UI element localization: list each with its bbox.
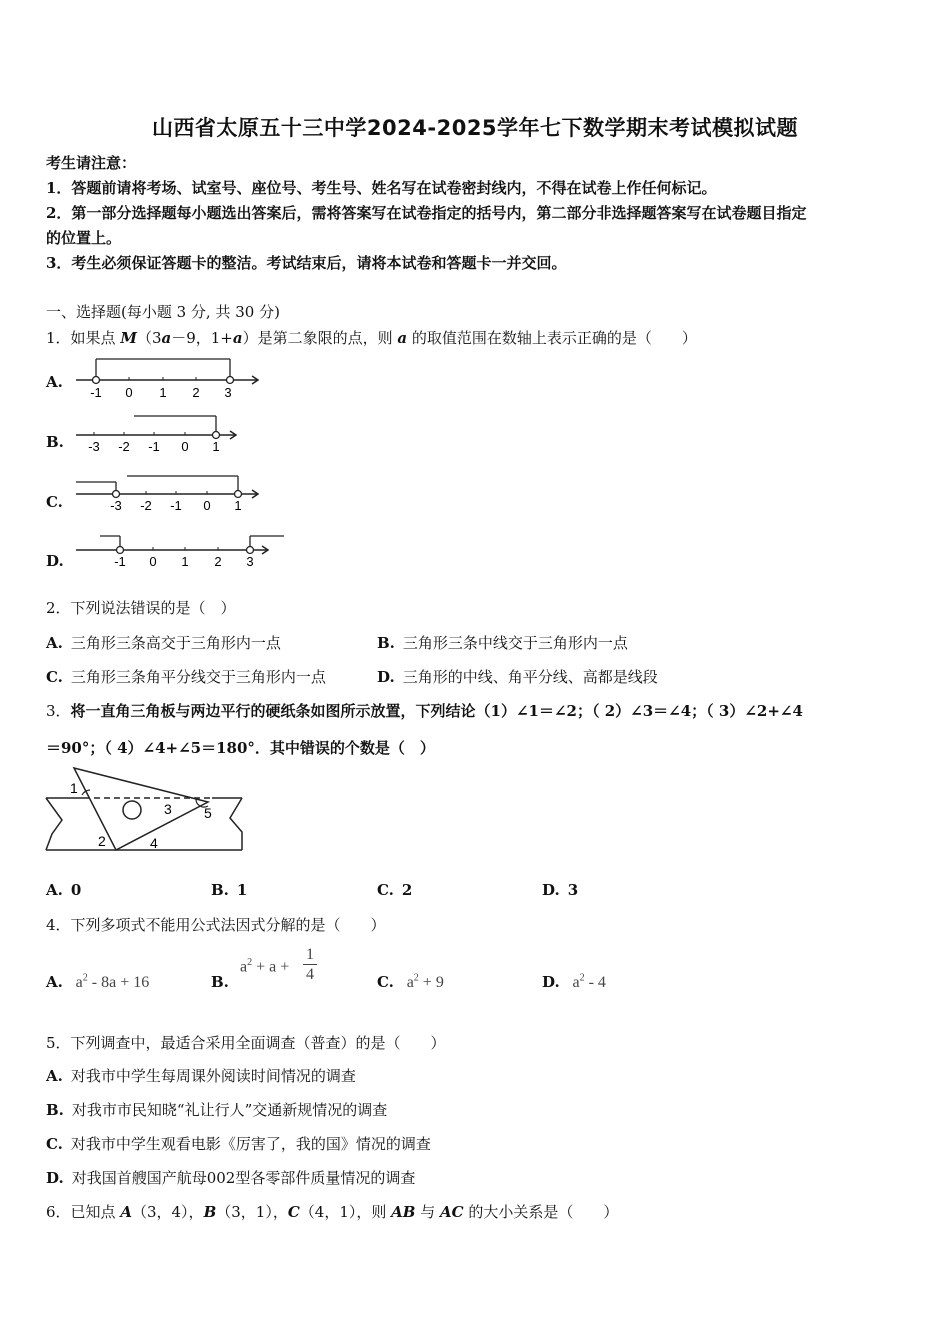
option: C. 对我市中学生观看电影《厉害了，我的国》情况的调查 <box>46 1135 431 1153</box>
tick-label: 2 <box>192 385 200 399</box>
option-label: B. <box>46 433 64 451</box>
option: A. 对我市中学生每周课外阅读时间情况的调查 <box>46 1067 356 1085</box>
number-line-d <box>72 530 292 576</box>
option: D. 3 <box>542 881 579 899</box>
question-number: 3． <box>46 702 71 720</box>
tick-label: -3 <box>88 439 100 454</box>
option: C. 三角形三条角平分线交于三角形内一点 <box>46 668 326 686</box>
notice-item: 2．第一部分选择题每小题选出答案后，需将答案写在试卷指定的括号内，第二部分非选择题答案写在试卷题目指定 <box>46 204 807 222</box>
option: B. 1 <box>211 881 248 899</box>
tick-label: -2 <box>118 439 130 454</box>
question-3: 3．将一直角三角板与两边平行的硬纸条如图所示放置，下列结论（1）∠1＝∠2；（ 2）∠3＝∠4；（ 3）∠2+∠4 <box>46 702 803 720</box>
question-number: 4． <box>46 916 71 934</box>
tick-label: 1 <box>212 439 220 454</box>
option: B. 三角形三条中线交于三角形内一点 <box>377 634 628 652</box>
tick-label: 1 <box>181 554 189 569</box>
tick-label: -2 <box>140 498 152 513</box>
option-label: A. <box>46 373 63 391</box>
page-title: 山西省太原五十三中学2024-2025学年七下数学期末考试模拟试题 <box>151 116 799 140</box>
angle-label: 5 <box>204 805 212 821</box>
triangle-ruler-figure <box>44 762 248 858</box>
notice-item: 3．考生必须保证答题卡的整洁。考试结束后，请将本试卷和答题卡一并交回。 <box>46 254 567 272</box>
question-6: 6．已知点 A（3，4），B（3，1），C（4，1），则 AB 与 AC 的大小关系是（ ） <box>46 1203 619 1221</box>
angle-label: 2 <box>98 833 106 849</box>
option-b-expression: $a^2 + a$ + <box>240 957 290 976</box>
tick-label: -1 <box>148 439 160 454</box>
tick-label: -1 <box>114 554 126 569</box>
option: A. 0 <box>46 881 82 899</box>
tick-label: -3 <box>110 498 122 513</box>
tick-label: 1 <box>234 498 242 513</box>
notice-item: 的位置上。 <box>46 229 122 247</box>
fraction: 1 4 <box>303 945 317 984</box>
question-4: 4．下列多项式不能用公式法因式分解的是（ ） <box>46 916 386 934</box>
notice-heading: 考生请注意： <box>46 154 137 172</box>
tick-label: 0 <box>203 498 211 513</box>
question-2: 2．下列说法错误的是（ ） <box>46 599 236 617</box>
option: C. 2 <box>377 881 413 899</box>
notice-item: 1．答题前请将考场、试室号、座位号、考生号、姓名写在试卷密封线内，不得在试卷上作任何标记。 <box>46 179 717 197</box>
tick-label: -1 <box>90 385 102 399</box>
question-number: 6． <box>46 1203 71 1221</box>
tick-label: 0 <box>181 439 189 454</box>
question-number: 1． <box>46 329 71 347</box>
angle-label: 4 <box>150 835 158 851</box>
number-line-c <box>72 470 272 516</box>
tick-label: -1 <box>170 498 182 513</box>
option: C. $a^2 + 9$ <box>377 973 444 992</box>
option-label: D. <box>46 552 64 570</box>
tick-label: 2 <box>214 554 222 569</box>
angle-label: 1 <box>70 780 78 796</box>
option: D. 对我国首艘国产航母002型各零部件质量情况的调查 <box>46 1169 416 1187</box>
question-number: 5． <box>46 1034 71 1052</box>
option: A. 三角形三条高交于三角形内一点 <box>46 634 281 652</box>
option: D. 三角形的中线、角平分线、高都是线段 <box>377 668 658 686</box>
angle-label: 3 <box>164 801 172 817</box>
option: D. $a^2 - 4$ <box>542 973 606 992</box>
question-1: 1．如果点 M（3a－9，1+a）是第二象限的点，则 a 的取值范围在数轴上表示正确的是（ ） <box>46 329 697 347</box>
tick-label: 1 <box>159 385 167 399</box>
tick-label: 3 <box>246 554 254 569</box>
number-line-b <box>72 410 252 456</box>
option: A. $a^2 - 8a + 16$ <box>46 973 150 992</box>
tick-label: 0 <box>125 385 133 399</box>
question-5: 5．下列调查中，最适合采用全面调查（普查）的是（ ） <box>46 1034 446 1052</box>
tick-label: 0 <box>149 554 157 569</box>
option: B. 对我市市民知晓“礼让行人”交通新规情况的调查 <box>46 1101 388 1119</box>
number-line-a <box>72 353 272 399</box>
section-heading: 一、选择题(每小题 3 分, 共 30 分) <box>46 303 280 321</box>
tick-label: 3 <box>224 385 232 399</box>
question-number: 2． <box>46 599 71 617</box>
option: B. <box>211 973 229 991</box>
question-3-line2: ＝90°；（ 4）∠4+∠5＝180°．其中错误的个数是（ ） <box>46 739 435 757</box>
option-label: C. <box>46 493 63 511</box>
